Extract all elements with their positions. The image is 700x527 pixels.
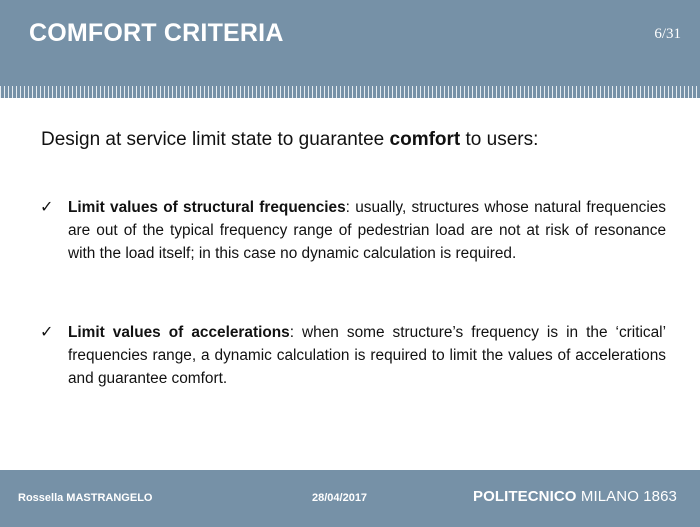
footer-date: 28/04/2017 <box>312 492 368 504</box>
bullet-body: : usually, structures whose natural frequencies are out of the typical frequency range of pedestrian load are not at risk of resonance with the load itself; in this case no dynamic calculation is required. <box>68 199 666 262</box>
intro-sentence <box>41 129 538 151</box>
brand-city-year: MILANO 1863 <box>576 488 677 505</box>
checkmark-icon: ✓ <box>40 324 54 341</box>
bullet-structural-frequencies <box>40 196 666 265</box>
bullet-accelerations <box>40 321 666 390</box>
slide-footer <box>0 470 700 527</box>
intro-text-after: to users: <box>460 129 539 150</box>
page-number: 6/31 <box>654 26 681 42</box>
slide-header <box>0 0 700 98</box>
checkmark-icon: ✓ <box>40 199 54 216</box>
institution-logo <box>473 488 677 505</box>
slide-title: COMFORT CRITERIA <box>29 19 284 47</box>
bullet-heading: Limit values of structural frequencies <box>68 199 346 216</box>
bullet-text <box>68 196 666 265</box>
brand-name: POLITECNICO <box>472 488 577 505</box>
bullet-text <box>68 321 666 390</box>
intro-text-bold: comfort <box>389 129 461 150</box>
header-tick-strip <box>0 86 700 98</box>
bullet-heading: Limit values of accelerations <box>68 324 290 341</box>
footer-author: Rossella MASTRANGELO <box>18 492 153 504</box>
intro-text-before: Design at service limit state to guarantee <box>41 129 390 150</box>
bullet-body: : when some structure’s frequency is in the ‘critical’ frequencies range, a dynamic calculation is required to limit the values of accelerations and guarantee comfort. <box>68 324 666 387</box>
